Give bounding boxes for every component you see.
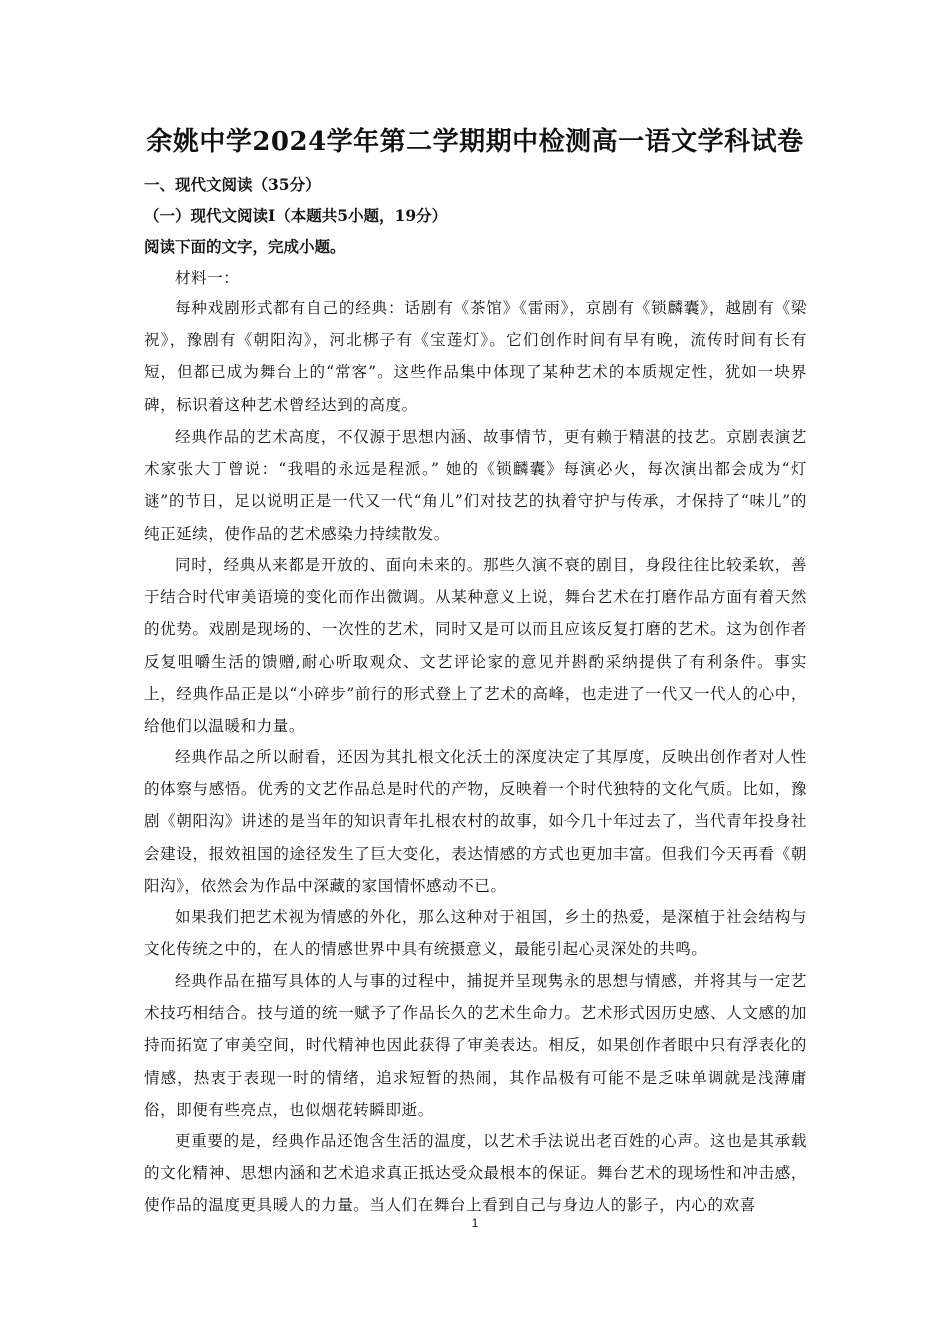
paragraph-3: 同时，经典从来都是开放的、面向未来的。那些久演不衰的剧目，身段往往比较柔软，善于结合时代审美语境的变化而作出微调。从某种意义上说，舞台艺术在打磨作品方面有着天然的优势。戏剧是现场的、一次性的艺术，同时又是可以而且应该反复打磨的艺术。这为创作者反复咀嚼生活的馈赠,耐心听取观众、文艺评论家的意见并斟酌采纳提供了有利条件。事实上，经典作品正是以“小碎步”前行的形式登上了艺术的高峰，也走进了一代又一代人的心中，给他们以温暖和力量。 xyxy=(144,556,807,736)
paragraph-4: 经典作品之所以耐看，还因为其扎根文化沃土的深度决定了其厚度，反映出创作者对人性的体察与感悟。优秀的文艺作品总是时代的产物，反映着一个时代独特的文化气质。比如，豫剧《朝阳沟》讲述的是当年的知识青年扎根农村的故事，如今几十年过去了，当代青年投身社会建设，报效祖国的途径发生了巨大变化，表达情感的方式也更加丰富。但我们今天再看《朝阳沟》，依然会为作品中深藏的家国情怀感动不已。 xyxy=(144,748,807,895)
page-number: 1 xyxy=(471,1216,479,1230)
paragraph-7: 更重要的是，经典作品还饱含生活的温度，以艺术手法说出老百姓的心声。这也是其承载的文化精神、思想内涵和艺术追求真正抵达受众最根本的保证。舞台艺术的现场性和冲击感，使作品的温度更具暖人的力量。当人们在舞台上看到自己与身边人的影子，内心的欢喜 xyxy=(144,1132,807,1215)
paragraph-6: 经典作品在描写具体的人与事的过程中，捕捉并呈现隽永的思想与情感，并将其与一定艺术技巧相结合。技与道的统一赋予了作品长久的艺术生命力。艺术形式因历史感、人文感的加持而拓宽了审美空间，时代精神也因此获得了审美表达。相反，如果创作者眼中只有浮表化的情感，热衷于表现一时的情绪，追求短暂的热闹，其作品极有可能不是乏味单调就是浅薄庸俗，即便有些亮点，也似烟花转瞬即逝。 xyxy=(144,972,807,1119)
material-label: 材料一： xyxy=(175,269,240,287)
subsection-heading: （一）现代文阅读Ⅰ（本题共5小题，19分） xyxy=(144,206,448,225)
paragraph-1: 每种戏剧形式都有自己的经典：话剧有《茶馆》《雷雨》，京剧有《锁麟囊》，越剧有《梁祝》，豫剧有《朝阳沟》，河北梆子有《宝莲灯》。它们创作时间有早有晚，流传时间有长有短，但都已成为舞台上的“常客”。这些作品集中体现了某种艺术的本质规定性，犹如一块界碑，标识着这种艺术曾经达到的高度。 xyxy=(144,299,807,414)
paragraph-5: 如果我们把艺术视为情感的外化，那么这种对于祖国，乡土的热爱，是深植于社会结构与文化传统之中的，在人的情感世界中具有统摄意义，最能引起心灵深处的共鸣。 xyxy=(144,908,807,959)
reading-instruction: 阅读下面的文字，完成小题。 xyxy=(144,237,346,256)
page-title: 余姚中学2024学年第二学期期中检测高一语文学科试卷 xyxy=(146,127,804,157)
section-heading: 一、现代文阅读（35分） xyxy=(144,175,321,194)
paragraph-2: 经典作品的艺术高度，不仅源于思想内涵、故事情节，更有赖于精湛的技艺。京剧表演艺术家张大丁曾说：“我唱的永远是程派。” 她的《锁麟囊》每演必火，每次演出都会成为“灯谜”的节日，足以说明正是一代又一代“角儿”们对技艺的执着守护与传承，才保持了“味儿”的纯正延续，使作品的艺术感染力持续散发。 xyxy=(144,428,807,543)
